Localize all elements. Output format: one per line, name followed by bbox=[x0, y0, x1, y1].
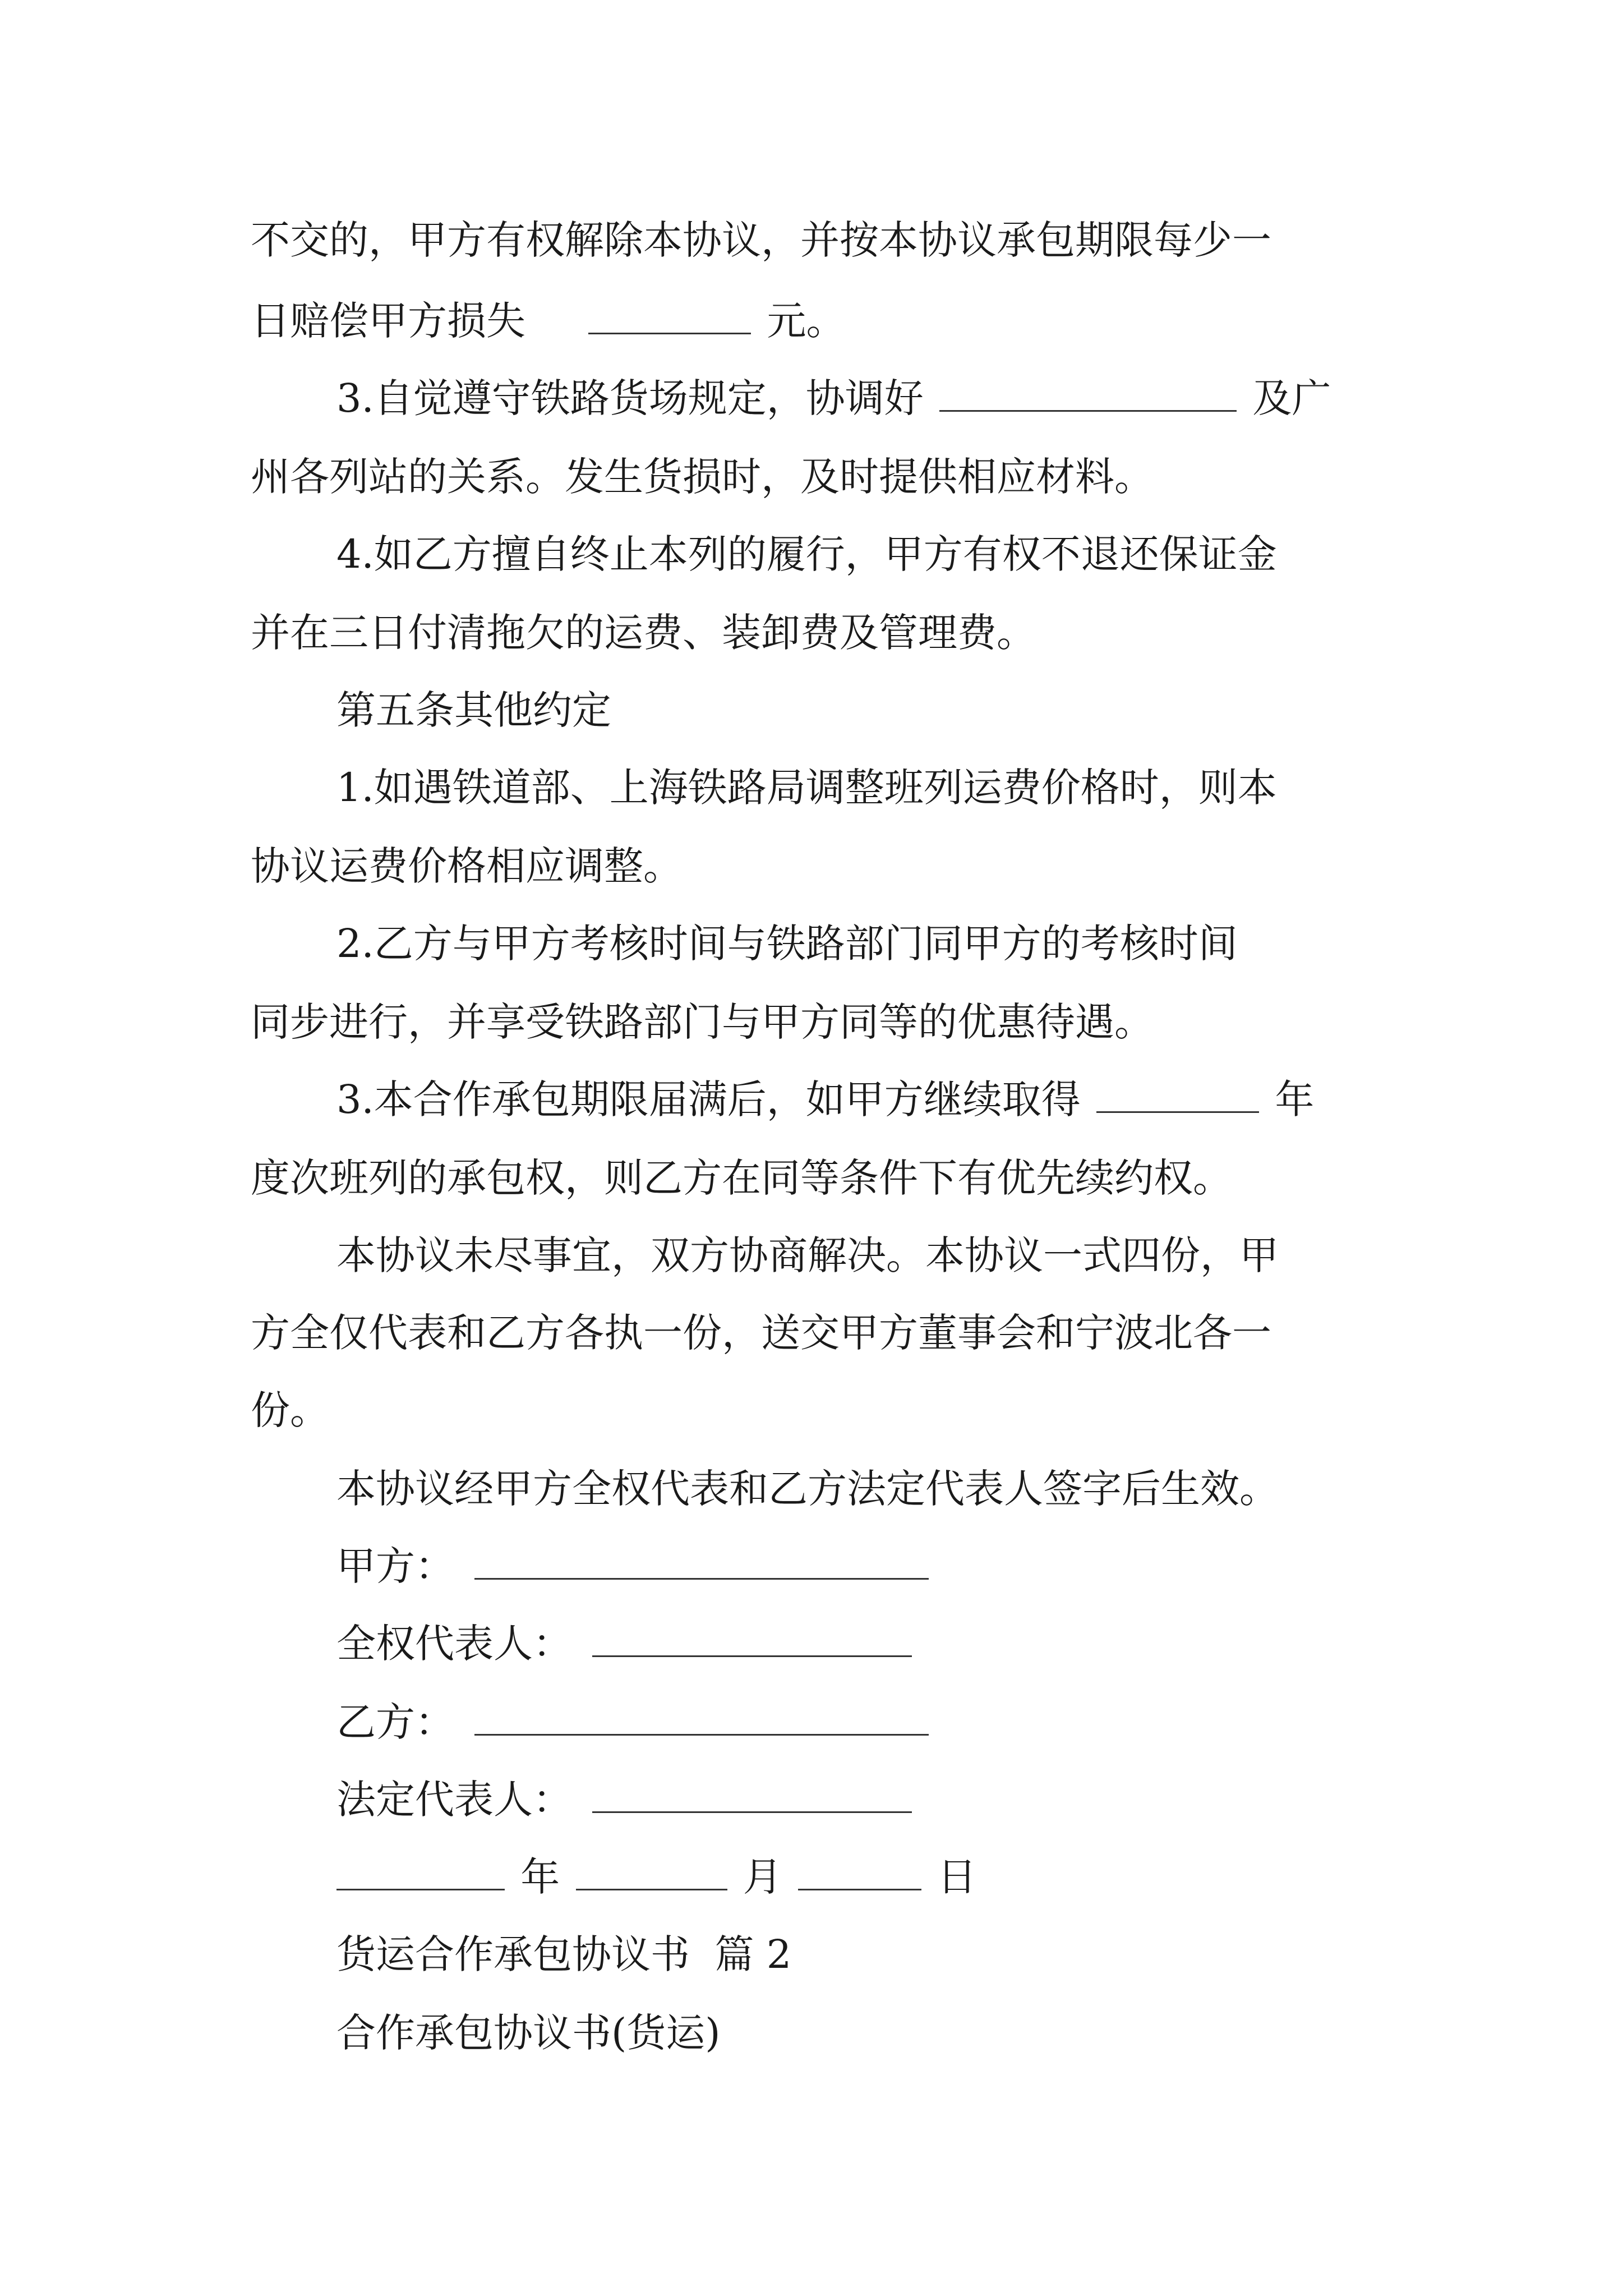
paragraph-text: 本协议未尽事宜，双方协商解决。本协议一式四份，甲 bbox=[336, 1232, 1279, 1278]
paragraph-text: 年 bbox=[1275, 1076, 1315, 1122]
paragraph-text: 州各列站的关系。发生货损时，及时提供相应材料。 bbox=[251, 454, 1154, 500]
party-b-signature-field[interactable] bbox=[474, 1695, 929, 1736]
signature-label: 甲方： bbox=[336, 1543, 454, 1589]
paragraph-text: 协议运费价格相应调整。 bbox=[251, 843, 683, 889]
paragraph-text: 3.自觉遵守铁路货场规定，协调好 bbox=[336, 375, 924, 421]
signature-row-party-b bbox=[0, 1694, 1623, 1750]
paragraph-line bbox=[0, 1150, 1623, 1206]
paragraph-text: 度次班列的承包权，则乙方在同等条件下有优先续约权。 bbox=[251, 1155, 1232, 1201]
paragraph-line bbox=[0, 994, 1623, 1050]
paragraph-line bbox=[0, 1461, 1623, 1517]
signature-label: 乙方： bbox=[336, 1699, 454, 1745]
paragraph-text: 同步进行，并享受铁路部门与甲方同等的优惠待遇。 bbox=[251, 999, 1154, 1045]
day-field[interactable] bbox=[798, 1849, 921, 1890]
paragraph-text: 并在三日付清拖欠的运费、装卸费及管理费。 bbox=[251, 610, 1036, 656]
party-a-signature-field[interactable] bbox=[474, 1539, 929, 1580]
paragraph-line bbox=[0, 370, 1623, 426]
paragraph-text: 元。 bbox=[767, 298, 846, 344]
year-field[interactable] bbox=[336, 1849, 505, 1890]
paragraph-line bbox=[0, 1227, 1623, 1283]
signature-row-party-a-rep bbox=[0, 1616, 1623, 1672]
fill-in-blank[interactable] bbox=[588, 293, 751, 334]
paragraph-text: 4.如乙方擅自终止本列的履行，甲方有权不退还保证金 bbox=[336, 531, 1277, 577]
party-a-rep-signature-field[interactable] bbox=[592, 1616, 912, 1657]
paragraph-text: 1.如遇铁道部、上海铁路局调整班列运费价格时，则本 bbox=[336, 765, 1277, 811]
paragraph-line bbox=[0, 760, 1623, 816]
paragraph-line bbox=[0, 1382, 1623, 1438]
paragraph-line bbox=[0, 212, 1623, 268]
paragraph-text: 日赔偿甲方损失 bbox=[251, 298, 525, 344]
fill-in-blank[interactable] bbox=[939, 371, 1237, 412]
party-b-rep-signature-field[interactable] bbox=[592, 1772, 912, 1813]
next-section-subtitle: 合作承包协议书(货运) bbox=[336, 2010, 721, 2056]
month-field[interactable] bbox=[576, 1849, 727, 1890]
date-year-label: 年 bbox=[520, 1854, 560, 1900]
date-month-label: 月 bbox=[743, 1854, 782, 1900]
paragraph-line bbox=[0, 293, 1623, 349]
paragraph-line bbox=[0, 449, 1623, 505]
next-section-title: 货运合作承包协议书 篇 2 bbox=[336, 1931, 792, 1977]
paragraph-text: 3.本合作承包期限届满后，如甲方继续取得 bbox=[336, 1076, 1081, 1122]
paragraph-line bbox=[0, 915, 1623, 972]
section-heading-line bbox=[0, 682, 1623, 738]
fill-in-blank[interactable] bbox=[1096, 1072, 1259, 1113]
section-heading: 第五条其他约定 bbox=[336, 687, 611, 733]
paragraph-text: 方全仅代表和乙方各执一份，送交甲方董事会和宁波北各一 bbox=[251, 1310, 1271, 1356]
paragraph-line bbox=[0, 1071, 1623, 1128]
signature-row-party-b-rep bbox=[0, 1772, 1623, 1828]
paragraph-text: 2.乙方与甲方考核时间与铁路部门同甲方的考核时间 bbox=[336, 921, 1238, 967]
paragraph-line bbox=[0, 838, 1623, 894]
next-section-title-line bbox=[0, 1926, 1623, 1982]
paragraph-text: 份。 bbox=[251, 1387, 329, 1433]
date-row bbox=[0, 1849, 1623, 1905]
paragraph-line bbox=[0, 605, 1623, 661]
signature-label: 全权代表人： bbox=[336, 1621, 572, 1667]
paragraph-text: 不交的，甲方有权解除本协议，并按本协议承包期限每少一 bbox=[251, 217, 1271, 263]
date-day-label: 日 bbox=[937, 1854, 977, 1900]
paragraph-text: 本协议经甲方全权代表和乙方法定代表人签字后生效。 bbox=[336, 1466, 1279, 1512]
paragraph-text: 及广 bbox=[1252, 375, 1331, 421]
signature-label: 法定代表人： bbox=[336, 1777, 572, 1823]
signature-row-party-a bbox=[0, 1538, 1623, 1594]
paragraph-line bbox=[0, 526, 1623, 582]
next-section-subtitle-line bbox=[0, 2005, 1623, 2061]
paragraph-line bbox=[0, 1305, 1623, 1361]
